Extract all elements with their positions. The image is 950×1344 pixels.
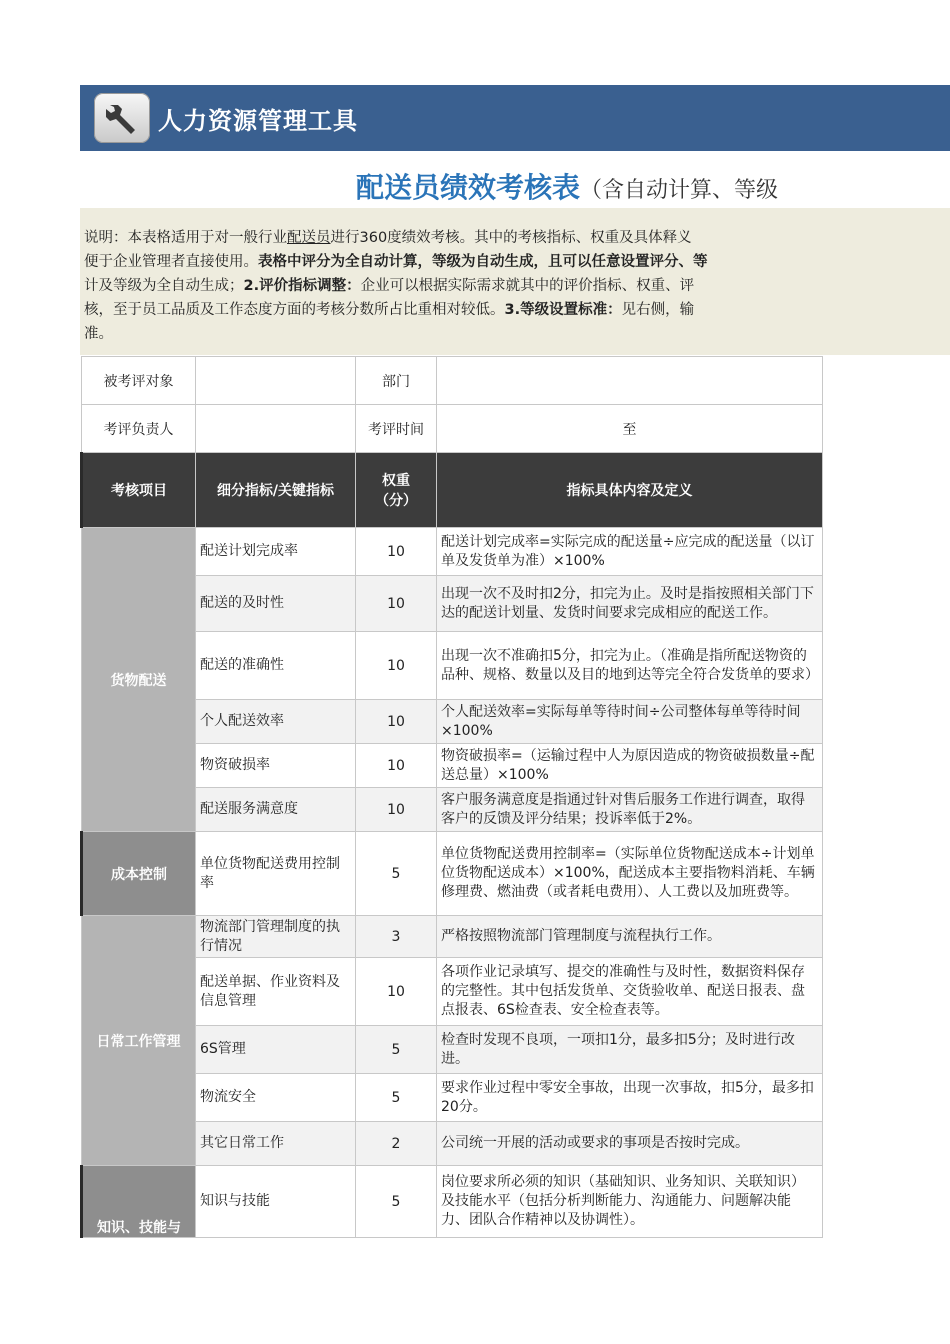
weight-cell: 10 (356, 744, 437, 788)
time-range[interactable]: 至 (437, 405, 823, 453)
table-header (82, 453, 823, 528)
definition-cell: 客户服务满意度是指通过针对售后服务工作进行调查，取得客户的反馈及评分结果；投诉率低于2%。 (437, 788, 823, 832)
definition-cell: 个人配送效率=实际每单等待时间÷公司整体每单等待时间×100% (437, 700, 823, 744)
definition-cell: 单位货物配送费用控制率=（实际单位货物配送成本÷计划单位货物配送成本）×100%，配送成本主要指物料消耗、车辆修理费、燃油费（或者耗电费用）、人工费以及加班费等。 (437, 832, 823, 916)
definition-cell: 物资破损率=（运输过程中人为原因造成的物资破损数量÷配送总量）×100% (437, 744, 823, 788)
indicator-cell: 配送服务满意度 (196, 788, 356, 832)
notes-line: 企业可以根据实际需求就其中的评价指标、权重、评 (360, 278, 695, 294)
header-weight-label: 权重 (382, 473, 410, 489)
weight-cell: 10 (356, 632, 437, 700)
indicator-cell: 物资破损率 (196, 744, 356, 788)
header-definition: 指标具体内容及定义 (437, 453, 823, 528)
weight-cell: 10 (356, 958, 437, 1026)
notes-underlined: 配送员 (287, 230, 331, 246)
owner-label: 考评负责人 (82, 405, 196, 453)
definition-cell: 公司统一开展的活动或要求的事项是否按时完成。 (437, 1122, 823, 1166)
dept-label: 部门 (356, 357, 437, 405)
indicator-cell: 配送的准确性 (196, 632, 356, 700)
definition-cell: 配送计划完成率=实际完成的配送量÷应完成的配送量（以订单及发货单为准）×100% (437, 528, 823, 576)
weight-cell: 5 (356, 832, 437, 916)
notes-line: 计及等级为全自动生成； (84, 278, 244, 294)
indicator-cell: 个人配送效率 (196, 700, 356, 744)
info-row (82, 405, 823, 453)
definition-cell: 各项作业记录填写、提交的准确性与及时性，数据资料保存的完整性。其中包括发货单、交货验收单、配送日报表、盘点报表、6S检查表、安全检查表等。 (437, 958, 823, 1026)
notes-line: 核，至于员工品质及工作态度方面的考核分数所占比重相对较低。 (84, 302, 505, 318)
category-cell: 货物配送 (82, 528, 196, 832)
definition-cell: 严格按照物流部门管理制度与流程执行工作。 (437, 916, 823, 958)
indicator-cell: 单位货物配送费用控制率 (196, 832, 356, 916)
weight-cell: 5 (356, 1074, 437, 1122)
banner-title: 人力资源管理工具 (158, 107, 358, 135)
page-title (356, 166, 778, 206)
indicator-cell: 配送的及时性 (196, 576, 356, 632)
table-row (82, 528, 823, 576)
target-label: 被考评对象 (82, 357, 196, 405)
indicator-cell: 物流安全 (196, 1074, 356, 1122)
dept-value[interactable] (437, 357, 823, 405)
target-value[interactable] (196, 357, 356, 405)
notes-bold: 表格中评分为全自动计算，等级为自动生成，且可以任意设置评分、等 (258, 254, 708, 270)
evaluation-table (80, 356, 823, 1238)
definition-cell: 出现一次不准确扣5分，扣完为止。（准确是指所配送物资的品种、规格、数量以及目的地到达等完全符合发货单的要求） (437, 632, 823, 700)
notes-line: 见右侧，输 (621, 302, 695, 318)
notes-line: 准。 (84, 326, 113, 342)
definition-cell: 要求作业过程中零安全事故，出现一次事故，扣5分，最多扣20分。 (437, 1074, 823, 1122)
header-indicator: 细分指标/关键指标 (196, 453, 356, 528)
indicator-cell: 配送单据、作业资料及信息管理 (196, 958, 356, 1026)
owner-value[interactable] (196, 405, 356, 453)
indicator-cell: 6S管理 (196, 1026, 356, 1074)
definition-cell: 岗位要求所必须的知识（基础知识、业务知识、关联知识）及技能水平（包括分析判断能力、沟通能力、问题解决能力、团队合作精神以及协调性）。 (437, 1166, 823, 1238)
weight-cell: 2 (356, 1122, 437, 1166)
header-category: 考核项目 (82, 453, 196, 528)
header-weight (356, 453, 437, 528)
indicator-cell: 配送计划完成率 (196, 528, 356, 576)
table-row (82, 916, 823, 958)
category-cell: 知识、技能与 (82, 1166, 196, 1238)
notes-line: 说明：本表格适用于对一般行业 (84, 230, 287, 246)
notes-bold: 2.评价指标调整： (243, 278, 361, 294)
indicator-cell: 物流部门管理制度的执行情况 (196, 916, 356, 958)
notes-text (84, 226, 844, 346)
weight-cell: 10 (356, 700, 437, 744)
category-cell: 成本控制 (82, 832, 196, 916)
table-row (82, 832, 823, 916)
weight-cell: 10 (356, 576, 437, 632)
definition-cell: 出现一次不及时扣2分，扣完为止。及时是指按照相关部门下达的配送计划量、发货时间要求完成相应的配送工作。 (437, 576, 823, 632)
page-title-suffix: （含自动计算、等级 (580, 178, 779, 203)
time-label: 考评时间 (356, 405, 437, 453)
indicator-cell: 其它日常工作 (196, 1122, 356, 1166)
notes-bold: 3.等级设置标准： (504, 302, 622, 318)
info-row (82, 357, 823, 405)
weight-cell: 5 (356, 1026, 437, 1074)
weight-cell: 3 (356, 916, 437, 958)
weight-cell: 10 (356, 788, 437, 832)
table-row (82, 1166, 823, 1238)
notes-panel (80, 208, 950, 355)
indicator-cell: 知识与技能 (196, 1166, 356, 1238)
banner (80, 85, 950, 151)
header-weight-unit: （分） (375, 493, 417, 509)
definition-cell: 检查时发现不良项，一项扣1分，最多扣5分；及时进行改进。 (437, 1026, 823, 1074)
notes-line: 便于企业管理者直接使用。 (84, 254, 258, 270)
weight-cell: 5 (356, 1166, 437, 1238)
page-title-main: 配送员绩效考核表 (356, 171, 581, 204)
weight-cell: 10 (356, 528, 437, 576)
wrench-icon (94, 93, 150, 143)
category-cell: 日常工作管理 (82, 916, 196, 1166)
notes-line: 进行360度绩效考核。其中的考核指标、权重及具体释义 (330, 230, 692, 246)
